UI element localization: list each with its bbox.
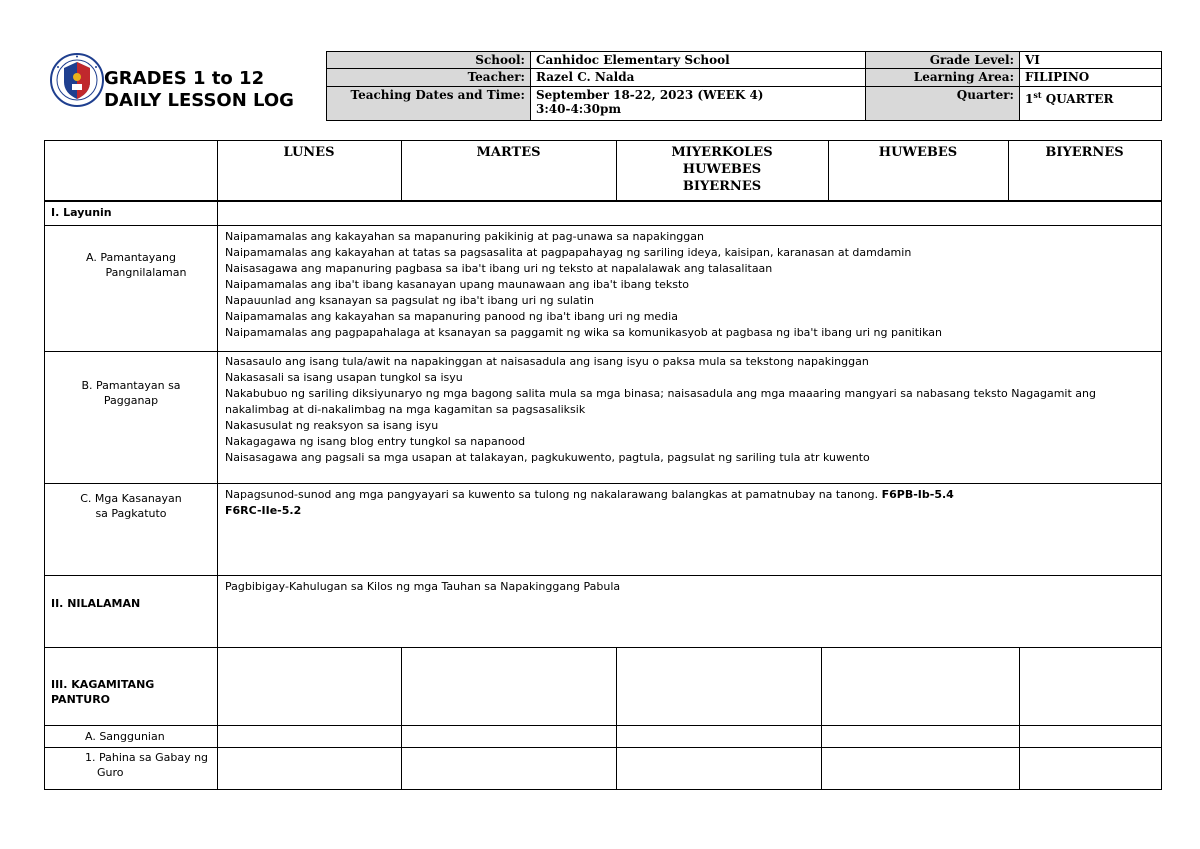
- quarter-value: [1020, 87, 1161, 120]
- kagamitan-line-1: III. KAGAMITANG: [51, 678, 155, 691]
- day-header-biyernes: BIYERNES: [1045, 145, 1124, 160]
- grade-level-label: Grade Level:: [866, 52, 1020, 69]
- label-pamantayan-sa-pagganap: [45, 378, 217, 408]
- section-nilalaman: II. NILALAMAN: [51, 597, 141, 610]
- school-value: Canhidoc Elementary School: [531, 52, 866, 69]
- learning-area-label: Learning Area:: [866, 69, 1020, 87]
- b-item-1: Nasasaulo ang isang tula/awit na napakinggan at naisasadula ang isang isyu o paksa mula sa tekstong napakinggan: [225, 355, 869, 368]
- document-title: [104, 68, 294, 112]
- section-kagamitang-panturo: [51, 677, 154, 707]
- a-item-5: Napauunlad ang ksanayan sa pagsulat ng iba't ibang uri ng sulatin: [225, 294, 594, 307]
- quarter-number: 1: [1025, 92, 1034, 106]
- title-line-2: DAILY LESSON LOG: [104, 90, 294, 111]
- label-pahina-gabay-guro: [85, 750, 208, 780]
- day-header-martes: MARTES: [476, 145, 541, 160]
- quarter-text: QUARTER: [1041, 92, 1114, 106]
- a-item-6: Naipamamalas ang kakayahan sa mapanuring panood ng iba't ibang uri ng media: [225, 310, 678, 323]
- a-item-7: Naipamamalas ang pagpapahalaga at ksanayan sa paggamit ng wika sa komunikasyob at pagbasa ng iba't ibang uri ng panitikan: [225, 326, 942, 339]
- label-sanggunian: A. Sanggunian: [85, 730, 165, 743]
- day-header-miyerkoles: [616, 144, 828, 195]
- b-item-6: Naisasagawa ang pagsali sa mga usapan at talakayan, pagkukuwento, pagtula, pagsulat ng sariling tula atr kuwento: [225, 451, 870, 464]
- b-item-2: Nakasasali sa isang usapan tungkol sa isyu: [225, 371, 463, 384]
- content-pamantayan-sa-pagganap: [225, 354, 1150, 466]
- day-header-lunes: LUNES: [283, 145, 335, 160]
- quarter-label: Quarter:: [866, 87, 1020, 120]
- a-item-3: Naisasagawa ang mapanuring pagbasa sa iba't ibang uri ng teksto at napalalawak ang talasalitaan: [225, 262, 773, 275]
- content-nilalaman: Pagbibigay-Kahulugan sa Kilos ng mga Tauhan sa Napakinggang Pabula: [225, 580, 621, 593]
- teaching-dates-label: Teaching Dates and Time:: [327, 87, 531, 120]
- learning-area-value: FILIPINO: [1020, 69, 1161, 87]
- teaching-dates-line-1: September 18-22, 2023 (WEEK 4): [536, 88, 764, 102]
- section-layunin: I. Layunin: [51, 206, 112, 219]
- teacher-label: Teacher:: [327, 69, 531, 87]
- c-code-2: F6RC-IIe-5.2: [225, 504, 302, 517]
- day-header-miyerkoles-line-1: MIYERKOLES: [671, 145, 773, 160]
- label-b-line-2: Pagganap: [103, 394, 159, 407]
- lesson-log-table: [44, 140, 1162, 790]
- day-header-miyerkoles-line-3: BIYERNES: [682, 179, 762, 194]
- c-code-1: F6PB-Ib-5.4: [881, 488, 954, 501]
- a-item-4: Naipamamalas ang iba't ibang kasanayan upang maunawaan ang iba't ibang teksto: [225, 278, 690, 291]
- label-pamantayang-pangnilalaman: [45, 250, 217, 280]
- header-info-table: [326, 51, 1162, 121]
- a-item-1: Naipamamalas ang kakayahan sa mapanuring pakikinig at pag-unawa sa napakinggan: [225, 230, 704, 243]
- label-c-line-1: C. Mga Kasanayan: [80, 492, 182, 505]
- pahina-line-1: 1. Pahina sa Gabay ng: [85, 751, 209, 764]
- b-item-3: Nakabubuo ng sariling diksiyunaryo ng mga bagong salita mula sa mga binasa; naisasadula ang mga maaaring mangyari sa nabasang teksto Nagagamit ang nakalimbag at di-nakalimbag na mga kagamitan sa pagsasaliksik: [225, 387, 1096, 416]
- content-pamantayang-pangnilalaman: [225, 229, 1155, 341]
- label-a-line-2: Pangnilalaman: [105, 266, 187, 279]
- c-text: Napagsunod-sunod ang mga pangyayari sa kuwento sa tulong ng nakalarawang balangkas at pamatnubay na tanong.: [225, 488, 882, 501]
- label-mga-kasanayan: [45, 491, 217, 521]
- day-header-huwebes: HUWEBES: [878, 145, 958, 160]
- deped-seal-icon: [50, 53, 104, 107]
- label-b-line-1: B. Pamantayan sa: [81, 379, 181, 392]
- a-item-2: Naipamamalas ang kakayahan at tatas sa pagsasalita at pagpapahayag ng sariling ideya, kaisipan, karanasan at damdamin: [225, 246, 912, 259]
- title-line-1: GRADES 1 to 12: [104, 68, 265, 89]
- label-c-line-2: sa Pagkatuto: [95, 507, 167, 520]
- teaching-dates-line-2: 3:40-4:30pm: [536, 102, 622, 116]
- teaching-dates-value: [531, 87, 866, 120]
- b-item-4: Nakasusulat ng reaksyon sa isang isyu: [225, 419, 439, 432]
- quarter-superscript: st: [1033, 90, 1042, 100]
- grade-level-value: VI: [1020, 52, 1161, 69]
- b-item-5: Nakagagawa ng isang blog entry tungkol sa napanood: [225, 435, 526, 448]
- kagamitan-line-2: PANTURO: [51, 693, 111, 706]
- content-mga-kasanayan: [225, 487, 1155, 519]
- teacher-value: Razel C. Nalda: [531, 69, 866, 87]
- label-a-line-1: A. Pamantayang: [86, 251, 176, 264]
- pahina-line-2: Guro: [97, 766, 124, 779]
- school-label: School:: [327, 52, 531, 69]
- day-header-miyerkoles-line-2: HUWEBES: [682, 162, 762, 177]
